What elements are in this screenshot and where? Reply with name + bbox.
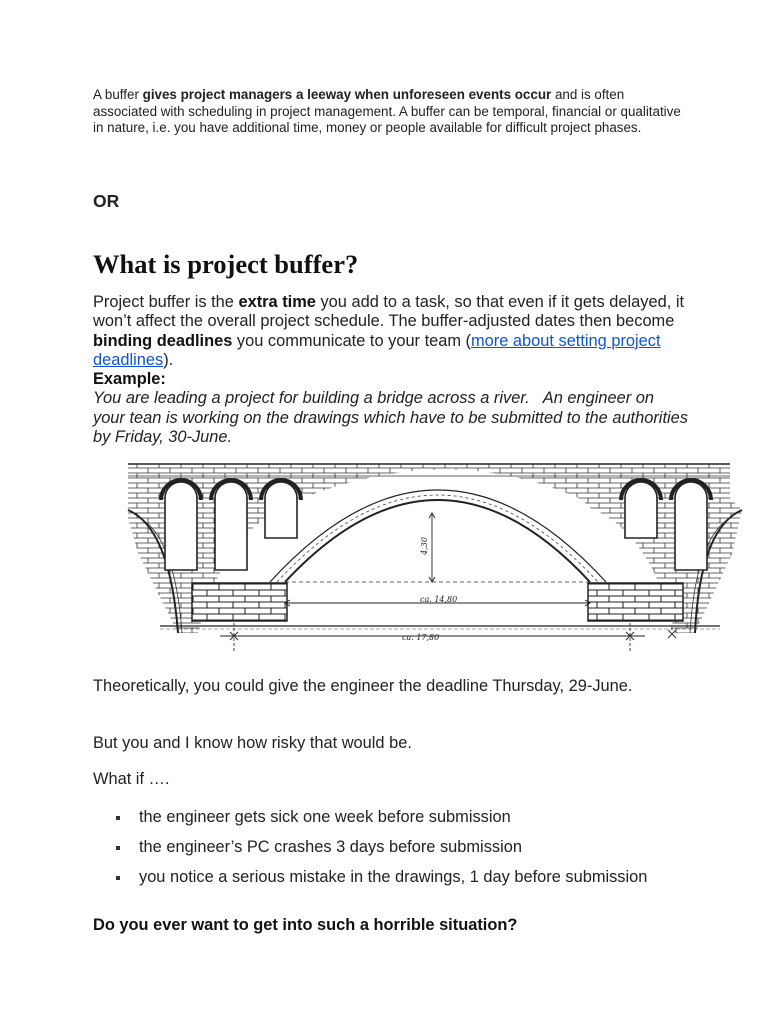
list-item-text: the engineer gets sick one week before submission [139,808,511,826]
inner-span-label: ca. 14,80 [420,595,458,604]
list-item-text: you notice a serious mistake in the drawings, 1 day before submission [139,867,648,886]
definition-block [93,293,688,447]
bullet-square-icon [116,846,120,850]
intro-bold-1: gives project managers a leeway when unforeseen events occur [142,87,552,102]
height-dimension-label: 4,30 [420,537,429,555]
intro-paragraph [93,87,683,137]
intro-text-2: and is often associated with scheduling in project management. A buffer can be temporal, financial or qualitative in nature, i.e. you have additional time, money or people available for difficult project phases. [93,87,681,135]
bullet-square-icon [116,816,120,820]
definition-text-1: Project buffer is the [93,293,239,311]
paragraph-risky: But you and I know how risky that would be. [93,734,412,752]
intro-text-1: A buffer [93,87,143,102]
outer-span-label: ca. 17,80 [402,633,440,642]
list-item [93,868,653,887]
definition-text-3: you communicate to your team ( [232,331,472,350]
risk-list [93,808,653,897]
definition-text-2: you add to a task, so that even if it gets delayed, it won’t affect the overall project schedule. The buffer-adjusted dates then become [93,293,685,331]
definition-text-4: ). [163,350,174,369]
list-item [93,838,653,857]
closing-question: Do you ever want to get into such a horrible situation? [93,916,518,934]
paragraph-theoretically: Theoretically, you could give the engineer the deadline Thursday, 29-June. [93,677,633,695]
deadlines-link[interactable]: more about setting project deadlines [93,331,661,369]
paragraph-what-if: What if …. [93,770,170,788]
bridge-drawing [120,458,750,658]
list-item [93,808,653,827]
definition-bold-2: binding deadlines [93,331,233,350]
or-separator: OR [93,191,120,211]
list-item-text: the engineer’s PC crashes 3 days before submission [139,837,522,856]
example-text: You are leading a project for building a bridge across a river. An engineer on your tean is working on the drawings which have to be submitted to the authorities by Friday, 30-June. [93,389,688,447]
definition-bold-1: extra time [238,293,316,311]
example-label: Example: [93,370,166,389]
section-heading: What is project buffer? [93,249,359,279]
bridge-illustration [120,458,750,658]
bullet-square-icon [116,876,120,880]
